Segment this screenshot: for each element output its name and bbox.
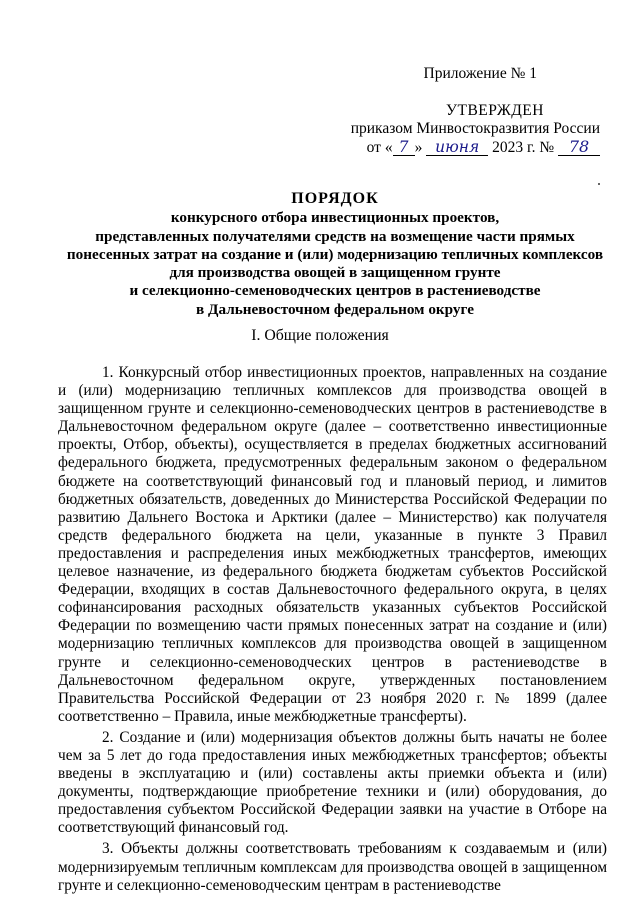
title-line: в Дальневосточном федеральном округе [196, 300, 474, 318]
scan-speck [598, 183, 600, 185]
title-line: для производства овощей в защищенном грунте [169, 264, 501, 282]
approval-stamp-block [350, 102, 600, 157]
title-line: и селекционно-семеноводческих центров в растениеводстве [129, 282, 541, 300]
title-line: представленных получателями средств на возмещение части прямых [95, 227, 575, 245]
handwritten-order-number: 78 [558, 139, 600, 156]
handwritten-month: июня [426, 139, 488, 156]
approved-by: приказом Минвостокразвития России [350, 120, 600, 137]
handwritten-day: 7 [393, 139, 415, 156]
body-text [58, 364, 607, 895]
paragraph-1: 1. Конкурсный отбор инвестиционных проектов, направленных на создание и (или) модернизацию тепличных комплексов для производства овощей в защищенном грунте и селекционно-семеноводческих центров в растениеводстве в Дальневосточном федеральном округе (далее – соответственно инвестиционные проекты, Отбор, объекты), осуществляется в пределах бюджетных ассигнований федерального бюджета, предусмотренных федеральным законом о федеральном бюджете на соответствующий финансовый год и плановый период, и лимитов бюджетных обязательств, доведенных до Министерства Российской Федерации по развитию Дальнего Востока и Арктики (далее – Министерство) как получателя средств федерального бюджета на цели, указанные в пункте 3 Правил предоставления и распределения иных межбюджетных трансфертов, имеющих целевое назначение, из федерального бюджета бюджетам субъектов Российской Федерации, входящих в состав Дальневосточного федерального округа, в целях софинансирования расходных обязательств указанных субъектов Российской Федерации по возмещению части прямых понесенных затрат на создание и (или) модернизацию тепличных комплексов для производства овощей в защищенном грунте и селекционно-семеноводческих центров в растениеводстве в Дальневосточном федеральном округе, утвержденных постановлением Правительства Российской Федерации от 23 ноября 2020 г. № 1899 (далее соответственно – Правила, иные межбюджетные трансферты). [58, 364, 607, 725]
paragraph-3: 3. Объекты должны соответствовать требованиям к создаваемым и (или) модернизируемым тепличным комплексам для производства овощей в защищенном грунте и селекционно-семеноводческим центрам в растениеводстве [58, 840, 607, 894]
title-line: понесенных затрат на создание и (или) модернизацию тепличных комплексов [66, 245, 604, 263]
section-heading: I. Общие положения [251, 327, 389, 344]
document-title [40, 190, 630, 319]
title-line: конкурсного отбора инвестиционных проектов, [170, 209, 500, 227]
appendix-label: Приложение № 1 [423, 65, 537, 82]
paragraph-2: 2. Создание и (или) модернизация объектов должны быть начаты не более чем за 5 лет до года предоставления иных межбюджетных трансфертов; объекты введены в эксплуатацию и (или) составлены акты приемки объекта и (или) документы, подтверждающие приобретение техники и (или) оборудования, до предоставления субъектом Российской Федерации заявки на участие в Отборе на соответствующий финансовый год. [58, 728, 607, 837]
date-year: 2023 г. № [492, 139, 555, 156]
order-date-line [350, 139, 600, 157]
date-mid: » [414, 139, 423, 156]
title-main: ПОРЯДОК [291, 190, 379, 207]
date-prefix: от « [366, 139, 393, 156]
approved-title: УТВЕРЖДЕН [446, 102, 544, 119]
